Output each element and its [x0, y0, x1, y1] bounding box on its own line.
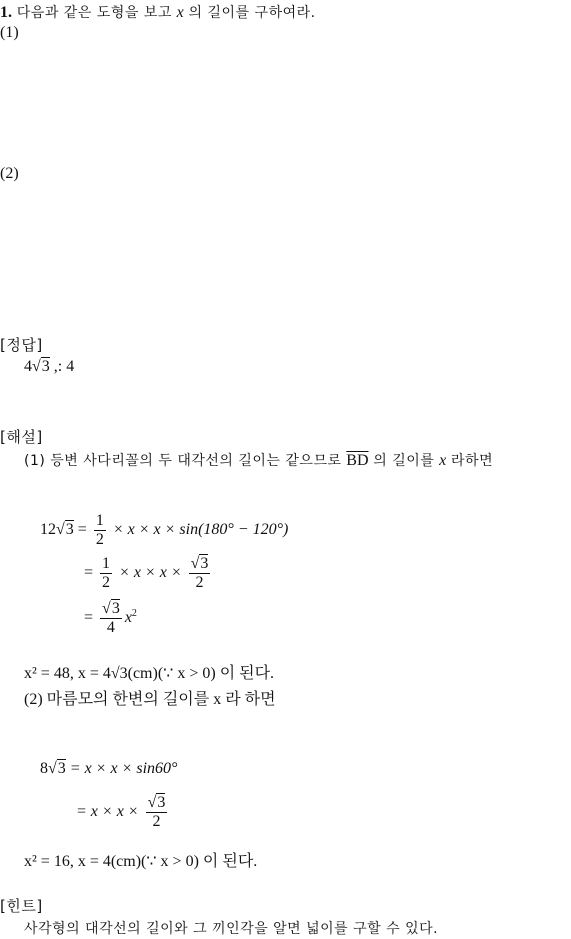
eq2-lhs-coef: 8 — [40, 760, 48, 777]
eq1-row2-tail: × x × x × — [119, 564, 182, 582]
problem-statement — [0, 2, 316, 22]
frac-num: √3 — [147, 794, 166, 811]
eq1-row1: 12√3 = $\frac{1}{2}$ × x × x × sin(180° − 120°) — [40, 512, 289, 548]
eq1-row3-tail: x — [124, 609, 132, 627]
frac-den: 2 — [102, 574, 111, 591]
frac-radicand: 3 — [111, 600, 120, 617]
hint-text: 사각형의 대각선의 길이와 그 끼인각을 알면 넓이를 구할 수 있다. — [24, 921, 439, 937]
frac-num: 1 — [102, 555, 111, 572]
answer-value — [24, 358, 74, 376]
p1-intro-b: 의 길이를 — [373, 453, 435, 469]
eq1-lhs-radicand: 3 — [65, 521, 74, 539]
eq2-row1-tail: = x × x × sin60° — [69, 760, 178, 777]
part2-label: (2) — [0, 165, 19, 182]
problem-prompt-a: 다음과 같은 도형을 보고 — [16, 5, 172, 21]
hint-header: [힌트] — [0, 897, 43, 915]
p1-intro-var: x — [439, 452, 447, 469]
solution-part1-result: x² = 48, x = 4√3(cm)(∵ x > 0) 이 된다. — [24, 665, 275, 682]
segment-bd: $\overline{BD}$ — [346, 452, 369, 469]
exponent-2: 2 — [131, 607, 137, 619]
problem-prompt-b: 의 길이를 구하여라. — [188, 5, 316, 21]
fraction-half — [100, 555, 112, 592]
solution-part1-intro — [24, 450, 493, 470]
eq2-lhs-radicand: 3 — [57, 760, 66, 777]
frac-den: 2 — [95, 531, 104, 548]
p1-intro-a: (1) 등변 사다리꼴의 두 대각선의 길이는 같으므로 — [24, 453, 342, 469]
sqrt-symbol: √3 — [48, 760, 66, 777]
solution-header: [해설] — [0, 428, 43, 446]
frac-num: √3 — [102, 600, 120, 617]
sqrt-symbol: √3 — [32, 358, 50, 375]
frac-den: 4 — [106, 619, 115, 636]
problem-number: 1. — [0, 4, 12, 21]
solution-part2-result: x² = 16, x = 4(cm)(∵ x > 0) 이 된다. — [24, 853, 258, 870]
frac-den: 2 — [195, 574, 204, 591]
figure-part1-blank — [0, 46, 571, 162]
answer-radicand: 3 — [41, 358, 50, 375]
figure-part2-blank — [0, 188, 571, 328]
eq2-row2-tail: = x × x × — [76, 803, 139, 821]
answer-prefix: 4 — [24, 358, 32, 375]
problem-variable: x — [176, 4, 184, 21]
frac-num: √3 — [190, 555, 209, 572]
frac-num: 1 — [95, 512, 104, 529]
sqrt-symbol: √3 — [56, 521, 74, 539]
frac-radicand: 3 — [157, 794, 166, 811]
eq1-lhs-coef: 12 — [40, 521, 56, 539]
eq2-row2 — [76, 794, 170, 831]
eq2-row1 — [40, 760, 177, 778]
eq1-row1-tail: × x × x × sin(180° − 120°) — [112, 521, 289, 539]
fraction-root3-over-4 — [100, 600, 122, 637]
answer-suffix: ,: 4 — [53, 358, 75, 375]
p1-intro-c: 라하면 — [451, 453, 494, 469]
frac-den: 2 — [152, 813, 161, 830]
part1-label: (1) — [0, 24, 19, 41]
eq1-row2: = $\frac{1}{2}$ × x × x × $\frac{√3}{2}$ — [84, 555, 209, 591]
solution-part2-intro: (2) 마름모의 한변의 길이를 x 라 하면 — [24, 691, 276, 708]
answer-header: [정답] — [0, 336, 43, 354]
fraction-root3-over-2 — [189, 555, 211, 592]
fraction-root3-over-2 — [146, 794, 168, 831]
fraction-half — [94, 512, 106, 549]
eq1-row3: = $\frac{√3}{4}$ $x^2$ — [84, 600, 137, 636]
frac-radicand: 3 — [200, 555, 209, 572]
